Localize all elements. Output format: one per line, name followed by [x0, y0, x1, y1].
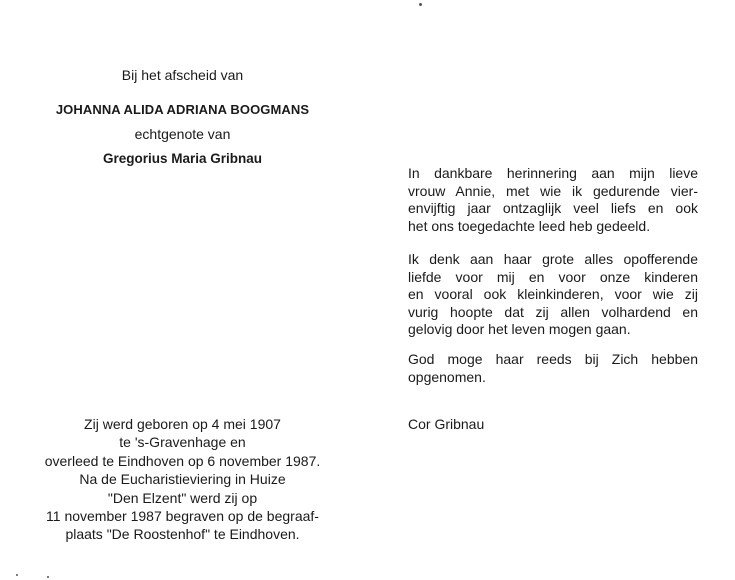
- spouse-name: Gregorius Maria Gribnau: [102, 151, 263, 166]
- signature: Cor Gribnau: [408, 416, 485, 432]
- bio-block: [0, 415, 365, 544]
- message-line: envijftig jaar ontzaglijk veel liefs en ook: [408, 200, 698, 216]
- message-line: Ik denk aan haar grote alles opofferende: [408, 251, 698, 267]
- message-line: opgenomen.: [408, 368, 486, 385]
- message-paragraph-1: [408, 165, 698, 235]
- message-line: het ons toegedachte leed heb gedeeld.: [408, 217, 651, 234]
- message-paragraph-2: [408, 251, 698, 339]
- spouse-intro-line: echtgenote van: [134, 126, 231, 142]
- bio-line: "Den Elzent" werd zij op: [107, 489, 258, 506]
- message-line: God moge haar reeds bij Zich hebben: [408, 351, 698, 367]
- deceased-name: JOHANNA ALIDA ADRIANA BOOGMANS: [55, 102, 310, 117]
- farewell-line: Bij het afscheid van: [121, 67, 244, 83]
- intro-block: [0, 66, 365, 168]
- bio-line: te 's-Gravenhage en: [119, 434, 246, 451]
- print-speck: [419, 3, 422, 6]
- message-line: vurig hoopte dat zij allen volhardend en: [408, 303, 698, 320]
- bio-line: 11 november 1987 begraven op de begraaf-: [46, 508, 319, 525]
- bio-line: Na de Eucharistieviering in Huize: [79, 471, 286, 488]
- bio-line: plaats "De Roostenhof" te Eindhoven.: [65, 526, 300, 543]
- message-line: en vooral ook kleinkinderen, voor wie zij: [408, 286, 698, 302]
- message-line: gelovig door het leven mogen gaan.: [408, 321, 631, 337]
- message-paragraph-3: [408, 351, 698, 386]
- bio-line: Zij werd geboren op 4 mei 1907: [84, 416, 281, 432]
- message-line: In dankbare herinnering aan mijn lieve: [408, 165, 698, 181]
- message-line: vrouw Annie, met wie ik gedurende vier-: [408, 182, 698, 199]
- print-speck: [16, 574, 18, 576]
- message-line: liefde voor mij en voor onze kinderen: [408, 268, 698, 285]
- print-speck: [47, 576, 49, 578]
- bio-line: overleed te Eindhoven op 6 november 1987.: [44, 452, 321, 469]
